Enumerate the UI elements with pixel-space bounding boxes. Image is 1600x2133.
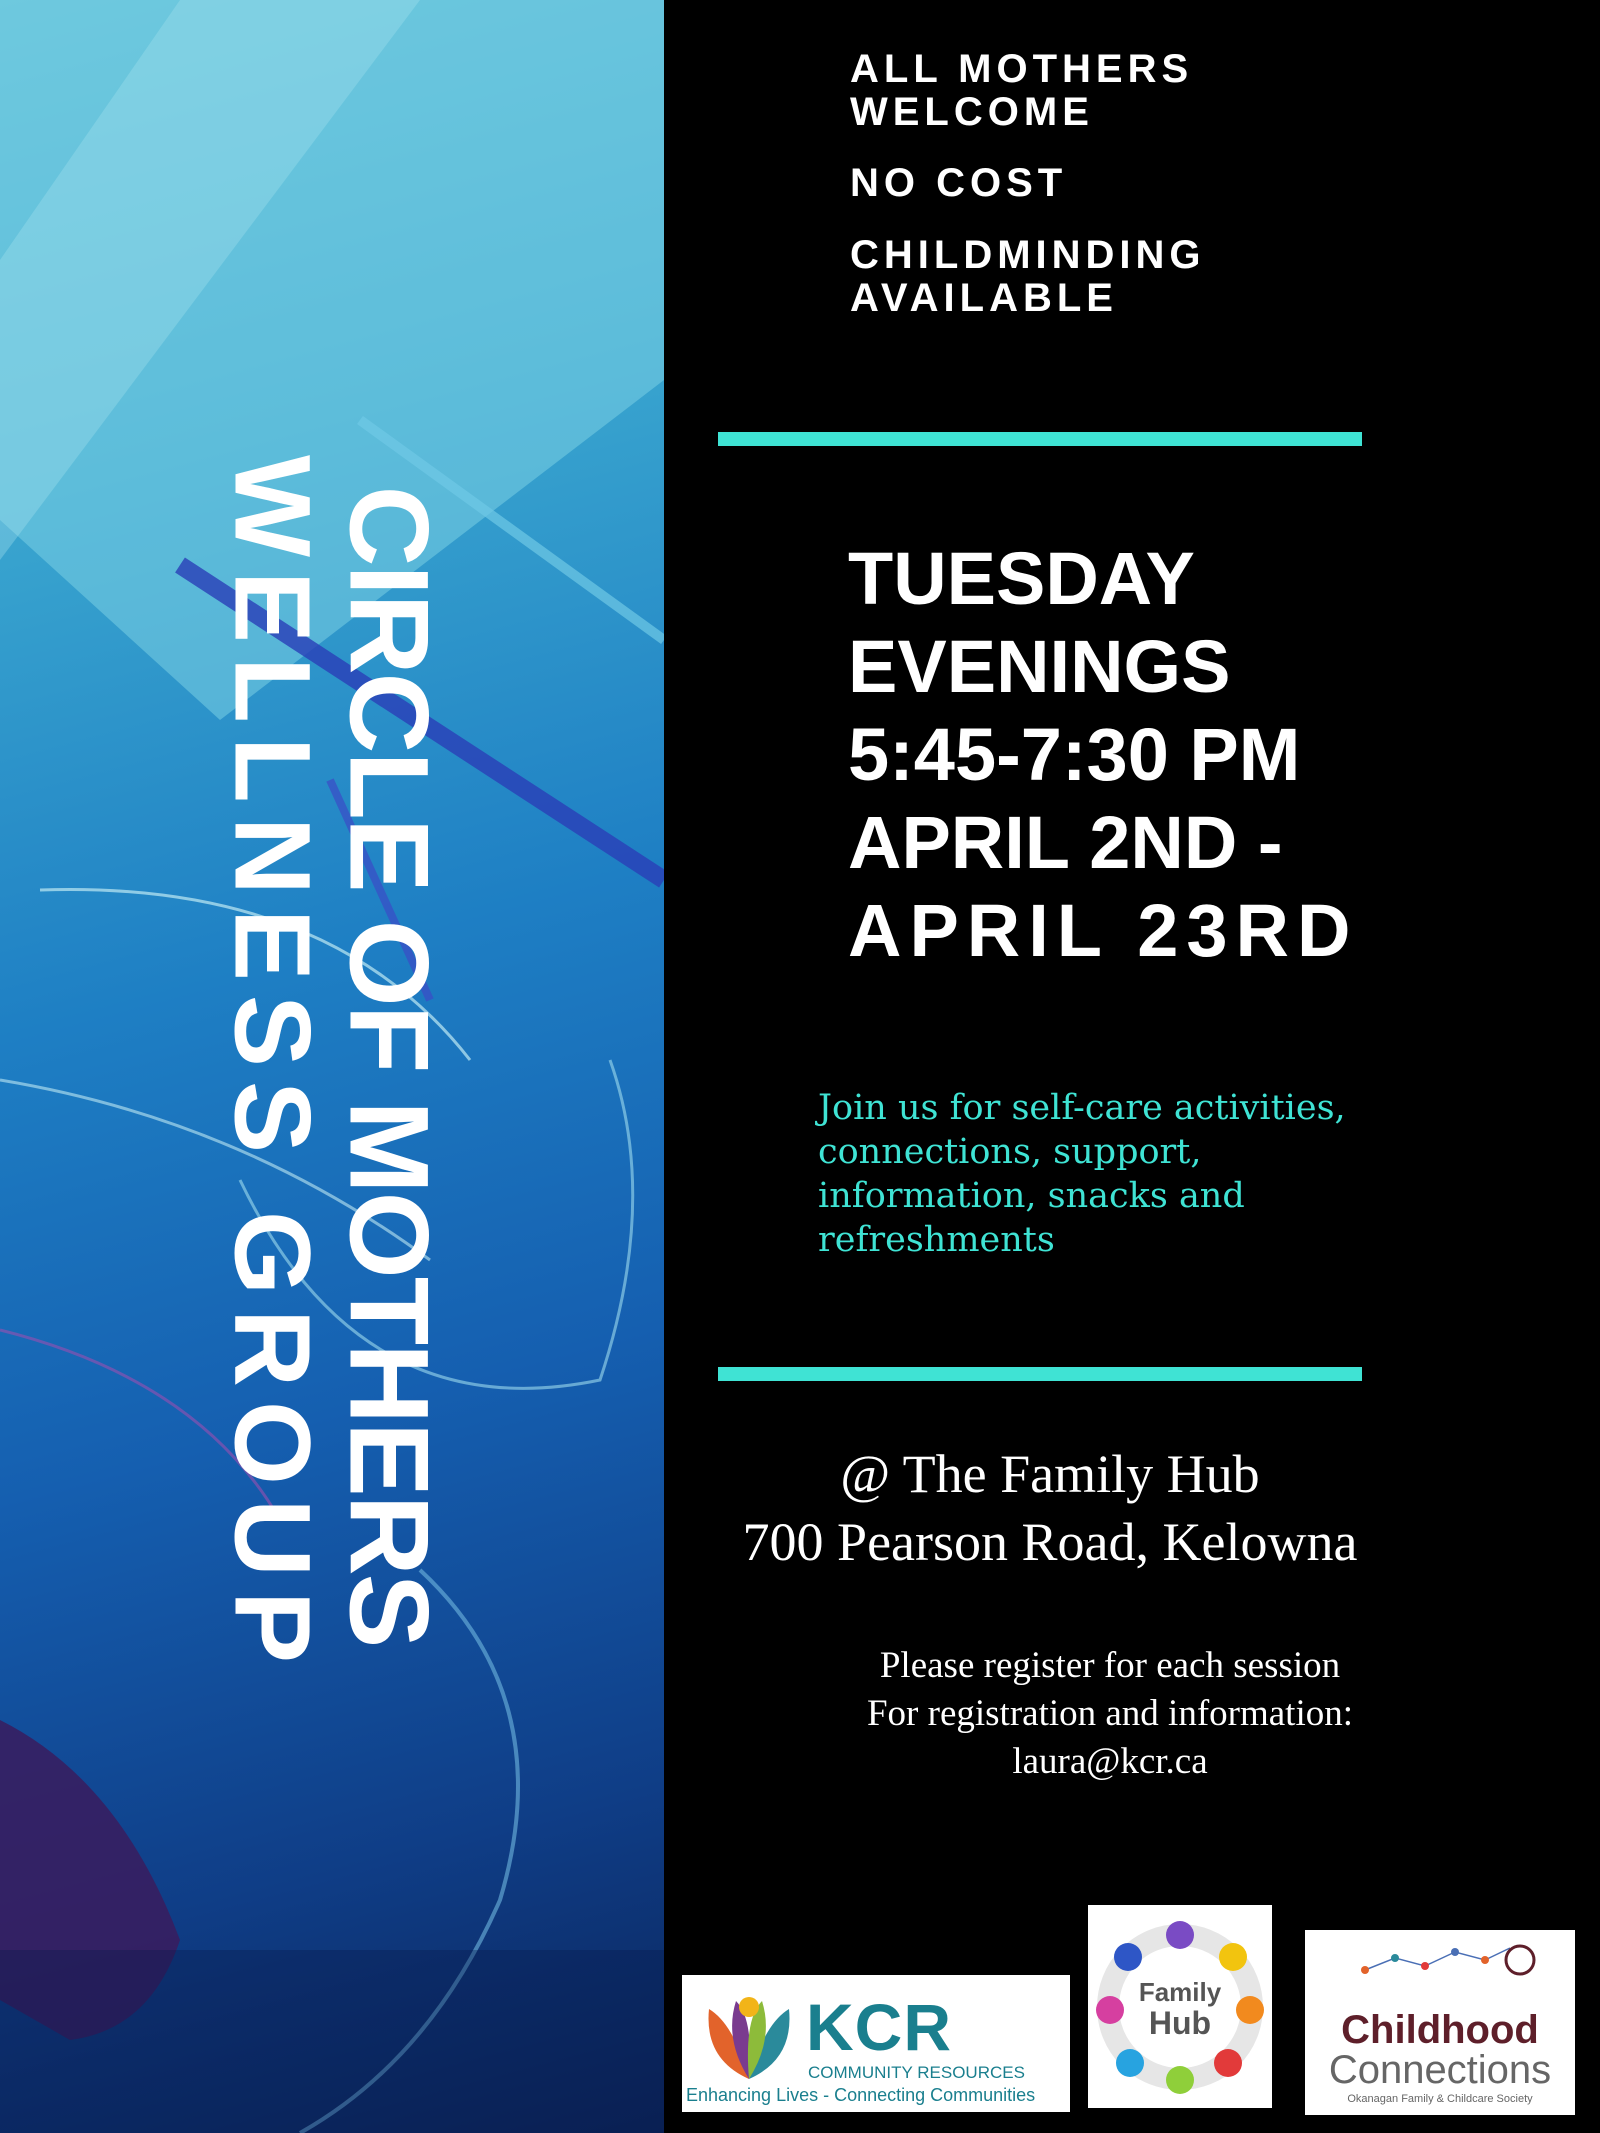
kcr-subtitle: COMMUNITY RESOURCES	[808, 2063, 1025, 2082]
divider-bottom	[718, 1367, 1362, 1381]
event-description: Join us for self-care activities, connections, support, information, snacks and refreshments	[818, 1088, 1346, 1260]
venue-address: 700 Pearson Road, Kelowna	[742, 1512, 1358, 1572]
childhood-connections-logo	[1305, 1930, 1575, 2115]
title-line-1: CIRCLE OF MOTHERS	[326, 485, 452, 1647]
family-hub-line-1: Family	[1138, 1977, 1222, 2007]
venue-name: @ The Family Hub	[840, 1444, 1260, 1504]
divider-top	[718, 432, 1362, 446]
event-title	[212, 296, 452, 1836]
constellation-icon	[1305, 1930, 1575, 2010]
perk-item: ALL MOTHERS WELCOME	[850, 47, 1194, 135]
family-hub-logo	[1088, 1905, 1272, 2108]
kcr-logo	[682, 1975, 1070, 2112]
location-block	[700, 1440, 1400, 1576]
background-photo-panel	[0, 0, 664, 2133]
schedule-block	[848, 535, 1358, 975]
perks-list	[850, 48, 1350, 348]
perk-item: NO COST	[850, 161, 1068, 206]
childhood-line-2: Connections	[1328, 2048, 1552, 2092]
family-hub-line-2: Hub	[1148, 2005, 1212, 2041]
schedule-day: TUESDAY	[848, 537, 1195, 620]
schedule-time: 5:45-7:30 PM	[848, 713, 1301, 796]
kcr-name: KCR	[806, 1990, 952, 2064]
kcr-tagline: Enhancing Lives - Connecting Communities	[686, 2085, 1036, 2105]
title-line-2: WELLNESS GROUP	[212, 454, 334, 1678]
childhood-line-1: Childhood	[1341, 2008, 1539, 2052]
schedule-end-date: APRIL 23RD	[848, 889, 1359, 972]
registration-email[interactable]: laura@kcr.ca	[1012, 1741, 1208, 1782]
perk-item: CHILDMINDING AVAILABLE	[850, 232, 1206, 320]
registration-note: Please register for each session	[879, 1645, 1341, 1686]
schedule-start-date: APRIL 2ND -	[848, 801, 1283, 884]
kcr-emblem-icon	[694, 1979, 804, 2089]
schedule-part: EVENINGS	[848, 625, 1231, 708]
childhood-subtitle: Okanagan Family & Childcare Society	[1347, 2093, 1533, 2105]
registration-info: For registration and information:	[866, 1693, 1354, 1734]
registration-block	[770, 1642, 1450, 1786]
